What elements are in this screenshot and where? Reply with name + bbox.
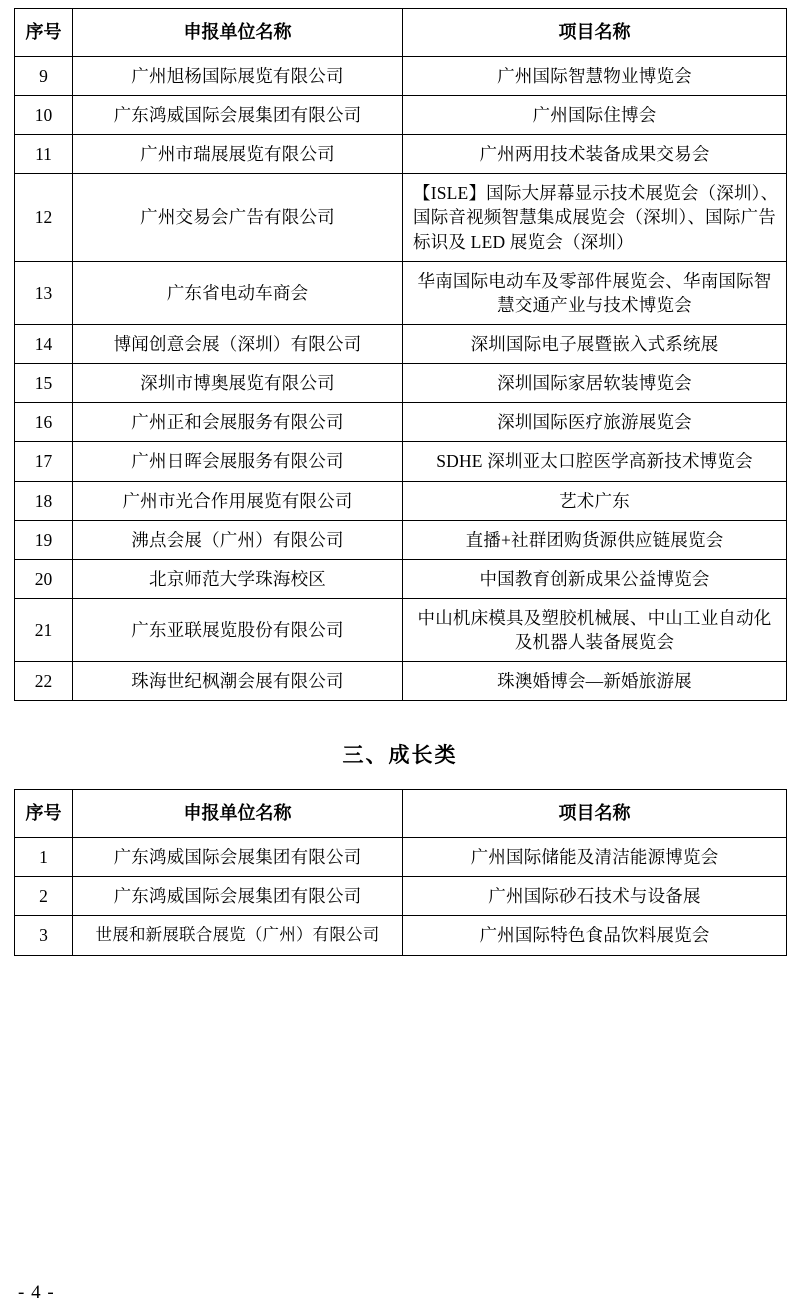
cell-no: 12 (15, 174, 73, 261)
cell-unit: 广州市光合作用展览有限公司 (73, 481, 403, 520)
cell-project: SDHE 深圳亚太口腔医学高新技术博览会 (403, 442, 787, 481)
table-row (15, 877, 787, 916)
cell-project: 中国教育创新成果公益博览会 (403, 559, 787, 598)
table-row (15, 364, 787, 403)
cell-unit: 沸点会展（广州）有限公司 (73, 520, 403, 559)
section-title-growth: 三、成长类 (342, 743, 458, 768)
table-row (15, 520, 787, 559)
cell-project: 广州国际智慧物业博览会 (403, 56, 787, 95)
cell-no: 13 (15, 261, 73, 324)
cell-unit: 博闻创意会展（深圳）有限公司 (73, 324, 403, 363)
cell-project: 广州两用技术装备成果交易会 (403, 135, 787, 174)
cell-no: 16 (15, 403, 73, 442)
column-header-unit: 申报单位名称 (73, 9, 403, 57)
cell-no: 19 (15, 520, 73, 559)
table-row (15, 403, 787, 442)
cell-no: 10 (15, 95, 73, 134)
cell-no: 3 (15, 916, 73, 955)
column-header-unit: 申报单位名称 (73, 790, 403, 838)
cell-project: 广州国际砂石技术与设备展 (403, 877, 787, 916)
table-row (15, 95, 787, 134)
table-row (15, 174, 787, 261)
cell-unit: 广东亚联展览股份有限公司 (73, 598, 403, 661)
cell-project: 深圳国际电子展暨嵌入式系统展 (403, 324, 787, 363)
cell-project: 艺术广东 (403, 481, 787, 520)
cell-project: 华南国际电动车及零部件展览会、华南国际智慧交通产业与技术博览会 (403, 261, 787, 324)
cell-project: 中山机床模具及塑胶机械展、中山工业自动化及机器人装备展览会 (403, 598, 787, 661)
cell-project: 珠澳婚博会—新婚旅游展 (403, 662, 787, 701)
cell-no: 21 (15, 598, 73, 661)
cell-unit: 世展和新展联合展览（广州）有限公司 (73, 916, 403, 955)
cell-unit: 广州旭杨国际展览有限公司 (73, 56, 403, 95)
cell-unit: 深圳市博奥展览有限公司 (73, 364, 403, 403)
cell-unit: 广东省电动车商会 (73, 261, 403, 324)
cell-no: 22 (15, 662, 73, 701)
table-row (15, 135, 787, 174)
column-header-no: 序号 (15, 790, 73, 838)
table-row (15, 442, 787, 481)
cell-project: 广州国际住博会 (403, 95, 787, 134)
column-header-project: 项目名称 (403, 9, 787, 57)
cell-unit: 广州交易会广告有限公司 (73, 174, 403, 261)
cell-no: 18 (15, 481, 73, 520)
table-row (15, 662, 787, 701)
cell-no: 20 (15, 559, 73, 598)
table-row (15, 559, 787, 598)
cell-unit: 广州市瑞展展览有限公司 (73, 135, 403, 174)
table-row (15, 481, 787, 520)
cell-no: 14 (15, 324, 73, 363)
cell-unit: 广东鸿威国际会展集团有限公司 (73, 95, 403, 134)
table-header-row (15, 790, 787, 838)
cell-project: 【ISLE】国际大屏幕显示技术展览会（深圳）、国际音视频智慧集成展览会（深圳）、国际广告标识及 LED 展览会（深圳） (403, 174, 787, 261)
cell-no: 1 (15, 838, 73, 877)
cell-unit: 广东鸿威国际会展集团有限公司 (73, 877, 403, 916)
cell-project: 深圳国际家居软装博览会 (403, 364, 787, 403)
column-header-no: 序号 (15, 9, 73, 57)
cell-unit: 广州日晖会展服务有限公司 (73, 442, 403, 481)
cell-no: 11 (15, 135, 73, 174)
exhibition-table-top (14, 8, 787, 701)
cell-project: 直播+社群团购货源供应链展览会 (403, 520, 787, 559)
table-row (15, 324, 787, 363)
cell-project: 广州国际储能及清洁能源博览会 (403, 838, 787, 877)
cell-no: 9 (15, 56, 73, 95)
cell-no: 2 (15, 877, 73, 916)
table-row (15, 598, 787, 661)
cell-unit: 珠海世纪枫潮会展有限公司 (73, 662, 403, 701)
cell-unit: 广东鸿威国际会展集团有限公司 (73, 838, 403, 877)
cell-unit: 北京师范大学珠海校区 (73, 559, 403, 598)
table-row (15, 916, 787, 955)
table-header-row (15, 9, 787, 57)
cell-project: 广州国际特色食品饮料展览会 (403, 916, 787, 955)
page-number: - 4 - (18, 1282, 55, 1303)
exhibition-table-growth (14, 789, 787, 955)
cell-unit: 广州正和会展服务有限公司 (73, 403, 403, 442)
column-header-project: 项目名称 (403, 790, 787, 838)
table-row (15, 261, 787, 324)
cell-project: 深圳国际医疗旅游展览会 (403, 403, 787, 442)
cell-no: 17 (15, 442, 73, 481)
table-row (15, 838, 787, 877)
table-row (15, 56, 787, 95)
cell-no: 15 (15, 364, 73, 403)
